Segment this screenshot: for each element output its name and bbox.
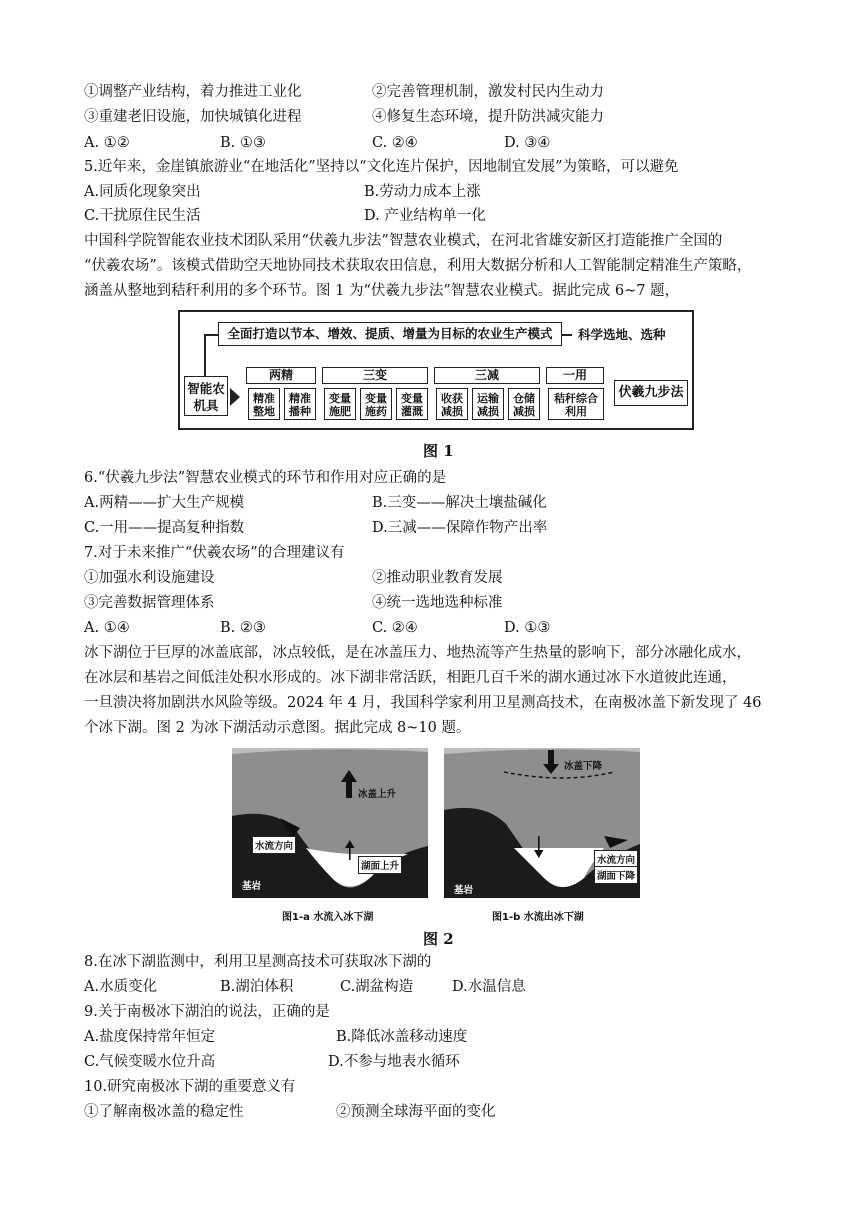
fig1-step: 仓储减损 xyxy=(508,388,540,420)
fig1-step: 收获减损 xyxy=(436,388,468,420)
fig2a-bedrock-label: 基岩 xyxy=(242,881,262,892)
q7-choice-a: A. ①④ xyxy=(84,620,130,636)
fig1-group-title: 一用 xyxy=(546,367,604,384)
q4-option-2: ②完善管理机制，激发村民内生动力 xyxy=(372,84,604,100)
q7-option-4: ④统一选地选种标准 xyxy=(372,595,503,611)
q4-choice-a: A. ①② xyxy=(84,135,130,151)
fig1-group-title: 三变 xyxy=(322,367,428,384)
q10-stem: 10.研究南极冰下湖的重要意义有 xyxy=(84,1079,296,1095)
fig1-step: 精准播种 xyxy=(284,388,316,420)
fig1-step: 精准整地 xyxy=(248,388,280,420)
q4-option-1: ①调整产业结构，着力推进工业化 xyxy=(84,84,302,100)
passage2-line2: 在冰层和基岩之间低洼处积水形成的。冰下湖非常活跃，相距几百千米的湖水通过冰下水道彼此连通， xyxy=(84,670,737,686)
fig2a-lake-label: 湖面上升 xyxy=(358,856,402,874)
q9-option-a: A.盐度保持常年恒定 xyxy=(84,1029,216,1045)
q7-choice-b: B. ②③ xyxy=(220,620,266,636)
q9-option-b: B.降低冰盖移动速度 xyxy=(336,1029,468,1045)
fig1-method-box: 伏羲九步法 xyxy=(614,380,688,406)
q6-option-c: C.一用——提高复种指数 xyxy=(84,520,245,536)
figure-2a-panel xyxy=(232,748,428,924)
q6-option-d: D.三减——保障作物产出率 xyxy=(372,520,548,536)
fig1-select-label: 科学选地、选种 xyxy=(578,327,666,342)
q8-option-d: D.水温信息 xyxy=(452,979,526,995)
q8-option-a: A.水质变化 xyxy=(84,979,158,995)
fig1-connector xyxy=(204,334,206,378)
fig2b-ice-label: 冰盖下降 xyxy=(564,761,603,772)
q7-stem: 7.对于未来推广“伏羲农场”的合理建议有 xyxy=(84,545,345,561)
q7-option-1: ①加强水利设施建设 xyxy=(84,570,215,586)
fig2a-caption: 图1-a 水流入冰下湖 xyxy=(282,912,374,923)
passage2-line4: 个冰下湖。图 2 为冰下湖活动示意图。据此完成 8~10 题。 xyxy=(84,720,471,736)
fig1-step: 运输减损 xyxy=(472,388,504,420)
fig1-connector xyxy=(204,334,218,336)
q9-option-c: C.气候变暖水位升高 xyxy=(84,1054,216,1070)
fig1-connector xyxy=(562,334,572,336)
q5-stem: 5.近年来，金崖镇旅游业“在地活化”坚持以“文化连片保护，因地制宜发展”为策略，可以避免 xyxy=(84,159,679,175)
q5-option-b: B.劳动力成本上涨 xyxy=(364,184,481,200)
fig1-machinery-box: 智能农机具 xyxy=(184,376,228,416)
q8-stem: 8.在冰下湖监测中，利用卫星测高技术可获取冰下湖的 xyxy=(84,954,432,970)
q5-option-c: C.干扰原住民生活 xyxy=(84,208,201,224)
q6-option-a: A.两精——扩大生产规模 xyxy=(84,495,245,511)
figure-1-diagram xyxy=(178,310,694,430)
fig2a-ice-label: 冰盖上升 xyxy=(358,789,397,800)
figure-2b-drawing xyxy=(444,748,640,924)
fig1-goal-box: 全面打造以节本、增效、提质、增量为目标的农业生产模式 xyxy=(218,322,562,346)
q7-choice-d: D. ①③ xyxy=(504,620,551,636)
q7-option-2: ②推动职业教育发展 xyxy=(372,570,503,586)
q6-option-b: B.三变——解决土壤盐碱化 xyxy=(372,495,547,511)
q4-choice-d: D. ③④ xyxy=(504,135,551,151)
fig1-arrow-icon xyxy=(230,388,240,406)
q6-stem: 6.“伏羲九步法”智慧农业模式的环节和作用对应正确的是 xyxy=(84,470,447,486)
q5-option-a: A.同质化现象突出 xyxy=(84,184,201,200)
fig2a-flow-label: 水流方向 xyxy=(252,836,296,854)
passage2-line1: 冰下湖位于巨厚的冰盖底部，冰点较低，是在冰盖压力、地热流等产生热量的影响下，部分冰融化成水， xyxy=(84,645,751,661)
q9-stem: 9.关于南极冰下湖泊的说法，正确的是 xyxy=(84,1004,330,1020)
q10-option-1: ①了解南极冰盖的稳定性 xyxy=(84,1104,244,1120)
figure-1-caption: 图 1 xyxy=(423,442,454,460)
fig1-step: 变量施肥 xyxy=(324,388,356,420)
figure-2b-panel xyxy=(444,748,640,924)
q8-option-b: B.湖泊体积 xyxy=(220,979,294,995)
fig1-group-title: 两精 xyxy=(246,367,316,384)
fig1-group-title: 三减 xyxy=(434,367,540,384)
fig1-step: 变量灌溉 xyxy=(396,388,428,420)
q7-option-3: ③完善数据管理体系 xyxy=(84,595,215,611)
passage1-line2: “伏羲农场”。该模式借助空天地协同技术获取农田信息，利用大数据分析和人工智能制定精准生产策略， xyxy=(84,258,752,274)
q8-option-c: C.湖盆构造 xyxy=(340,979,414,995)
figure-2-caption: 图 2 xyxy=(423,930,454,948)
fig1-step: 秸秆综合利用 xyxy=(548,388,604,420)
q10-option-2: ②预测全球海平面的变化 xyxy=(336,1104,496,1120)
fig2b-lake-label: 湖面下降 xyxy=(594,866,638,884)
q4-option-4: ④修复生态环境，提升防洪减灾能力 xyxy=(372,109,604,125)
passage1-line3: 涵盖从整地到秸秆利用的多个环节。图 1 为“伏羲九步法”智慧农业模式。据此完成 6~7 题， xyxy=(84,283,680,299)
fig2b-bedrock-label: 基岩 xyxy=(454,885,474,896)
q4-option-3: ③重建老旧设施，加快城镇化进程 xyxy=(84,109,302,125)
fig2b-caption: 图1-b 水流出冰下湖 xyxy=(492,912,584,923)
q5-option-d: D. 产业结构单一化 xyxy=(364,208,486,224)
fig1-step: 变量施药 xyxy=(360,388,392,420)
q7-choice-c: C. ②④ xyxy=(372,620,418,636)
q9-option-d: D.不参与地表水循环 xyxy=(328,1054,460,1070)
fig2b-flow-label: 水流方向 xyxy=(594,850,638,868)
q4-choice-c: C. ②④ xyxy=(372,135,418,151)
passage2-line3: 一旦溃决将加剧洪水风险等级。2024 年 4 月，我国科学家利用卫星测高技术，在南极冰盖下新发现了 46 xyxy=(84,695,762,711)
q4-choice-b: B. ①③ xyxy=(220,135,266,151)
passage1-line1: 中国科学院智能农业技术团队采用“伏羲九步法”智慧农业模式，在河北省雄安新区打造能推广全国的 xyxy=(84,233,723,249)
